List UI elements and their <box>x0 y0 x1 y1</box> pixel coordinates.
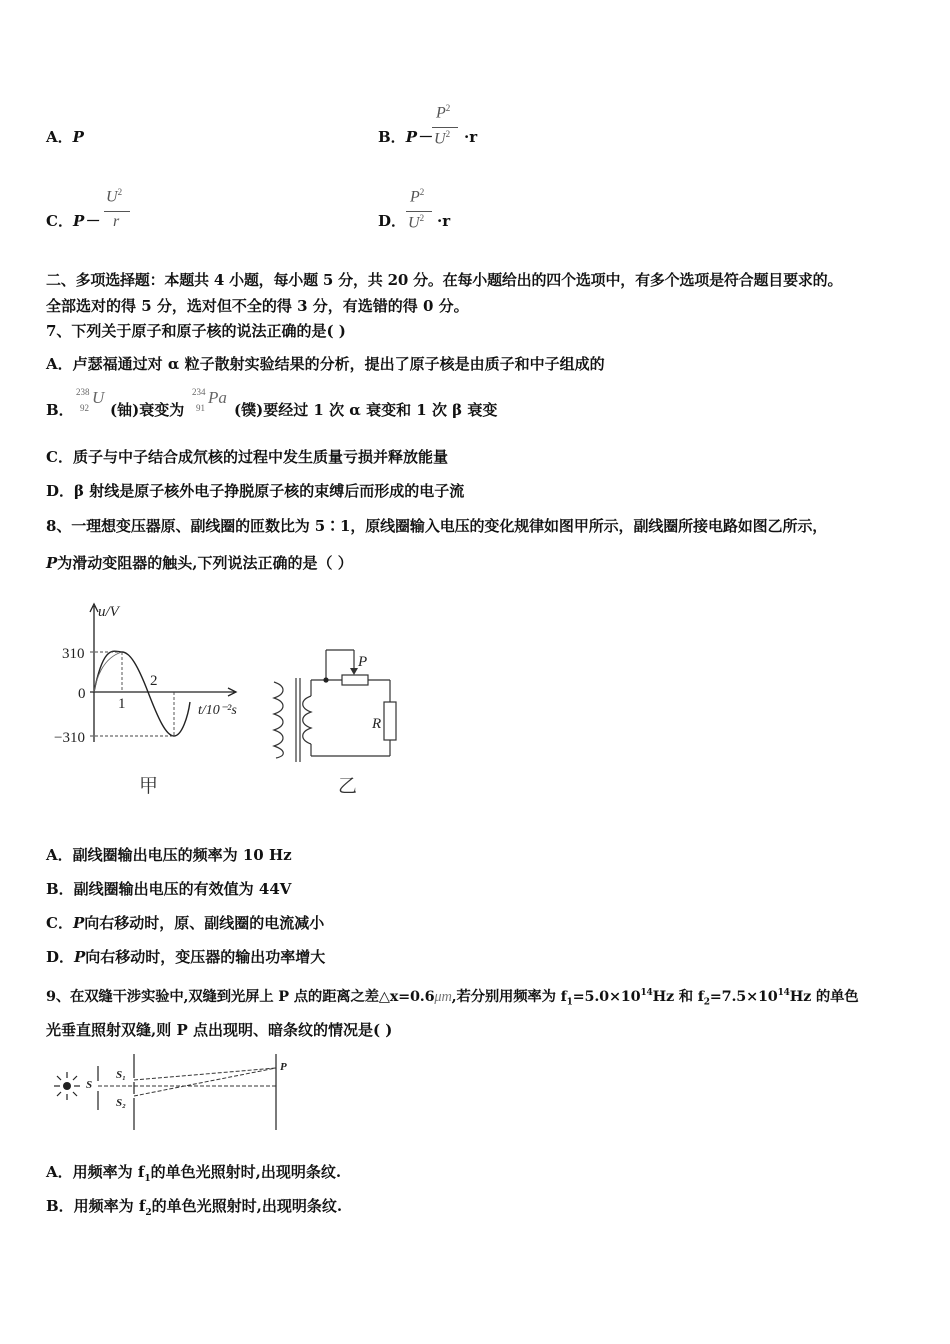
q6-option-b: B．P－ <box>378 128 432 146</box>
section2-heading-line1: 二、多项选择题：本题共 4 小题，每小题 5 分，共 20 分。在每小题给出的四个选项中，有多个选项是符合题目要求的。 <box>46 271 843 289</box>
circuit-caption: 乙 <box>338 776 358 797</box>
q6-d-fraction: $P^2$ $U^2$ <box>406 187 432 233</box>
resistor-label: R <box>372 716 382 732</box>
q6-option-c: C．P－ <box>46 212 100 230</box>
q8-circuit-diagram <box>262 640 412 802</box>
graph-caption: 甲 <box>139 776 159 797</box>
q6-b-tail: ·r <box>464 128 478 146</box>
y-tick-0: 0 <box>78 686 86 702</box>
q9-option-a: A．用频率为 $f_1$的单色光照射时,出现明条纹. <box>46 1163 342 1184</box>
q7-option-d: D．β 射线是原子核外电子挣脱原子核的束缚后而形成的电子流 <box>46 482 465 500</box>
junction-dot <box>323 677 328 682</box>
q7-option-a: A．卢瑟福通过对 α 粒子散射实验结果的分析，提出了原子核是由质子和中子组成的 <box>46 355 605 373</box>
y-tick-neg310: −310 <box>54 730 85 746</box>
q6-c-fraction: $U^2$ r <box>104 187 130 233</box>
q6-b-fraction: $P^2$ $U^2$ <box>432 103 458 149</box>
x-tick-1: 1 <box>118 696 126 712</box>
q8-stem-line1: 8、一理想变压器原、副线圈的匝数比为 5∶1，原线圈输入电压的变化规律如图甲所示，副线圈所接电路如图乙所示， <box>46 517 828 535</box>
q7-uranium-isotope: 238 92 U <box>76 387 105 413</box>
q8-option-c: C．P向右移动时，原、副线圈的电流减小 <box>46 914 325 932</box>
q9-stem-line2: 光垂直照射双缝,则 P 点出现明、暗条纹的情况是( ) <box>46 1021 393 1039</box>
slit1-label: S₁ <box>116 1069 126 1081</box>
slider-arrow <box>350 668 358 675</box>
resistor-r <box>384 702 396 740</box>
q6-option-d: D． <box>378 212 407 230</box>
q9-double-slit-diagram <box>44 1050 294 1134</box>
q8-stem-line2: P为滑动变阻器的触头,下列说法正确的是（ ） <box>46 554 353 572</box>
q7-option-b: B． <box>46 401 74 419</box>
x-tick-2: 2 <box>150 673 158 689</box>
ray-tl <box>57 1076 61 1080</box>
ray-br <box>73 1092 77 1096</box>
point-p-label: P <box>280 1061 287 1073</box>
q8-option-a: A．副线圈输出电压的频率为 10 Hz <box>46 846 292 864</box>
q6-d-tail: ·r <box>437 212 451 230</box>
path-s2-p <box>134 1068 276 1096</box>
ray-bl <box>57 1092 61 1096</box>
voltage-sine-curve <box>94 651 190 736</box>
q8-option-d: D．P向右移动时，变压器的输出功率增大 <box>46 948 326 966</box>
q7-option-c: C．质子与中子结合成氘核的过程中发生质量亏损并释放能量 <box>46 448 448 466</box>
q9-stem-line1: 9、在双缝干涉实验中,双缝到光屏上 P 点的距离之差△x=0.6μm,若分别用频率为 $f_1=5.0\times 10^{14}Hz$ 和 $f_2=7.5\times 10^{14}Hz$ 的单色 <box>46 987 859 1008</box>
rheostat <box>342 675 368 685</box>
y-tick-310: 310 <box>62 646 85 662</box>
q7-protactinium-isotope: 234 91 Pa <box>192 387 227 413</box>
path-s1-p <box>134 1068 276 1080</box>
q7-stem: 7、下列关于原子和原子核的说法正确的是( ) <box>46 322 346 340</box>
source-label: S <box>86 1079 93 1091</box>
slider-label: P <box>358 654 368 670</box>
q7-b-mid: (铀)衰变为 <box>110 401 185 419</box>
slit2-label: S₂ <box>116 1097 126 1109</box>
x-axis-label: t/10⁻²s <box>198 703 237 718</box>
q6-option-a: A．P <box>46 128 84 146</box>
light-source-icon <box>63 1082 71 1090</box>
q7-b-tail: (镤)要经过 1 次 α 衰变和 1 次 β 衰变 <box>234 401 498 419</box>
q8-option-b: B．副线圈输出电压的有效值为 44V <box>46 880 292 898</box>
q8-voltage-graph <box>50 596 260 802</box>
secondary-coil <box>303 696 311 744</box>
ray-tr <box>73 1076 77 1080</box>
section2-heading-line2: 全部选对的得 5 分，选对但不全的得 3 分，有选错的得 0 分。 <box>46 297 469 315</box>
y-axis-label: u/V <box>98 604 119 620</box>
q9-option-b: B．用频率为 $f_2$的单色光照射时,出现明条纹. <box>46 1197 343 1218</box>
primary-coil <box>274 682 283 758</box>
